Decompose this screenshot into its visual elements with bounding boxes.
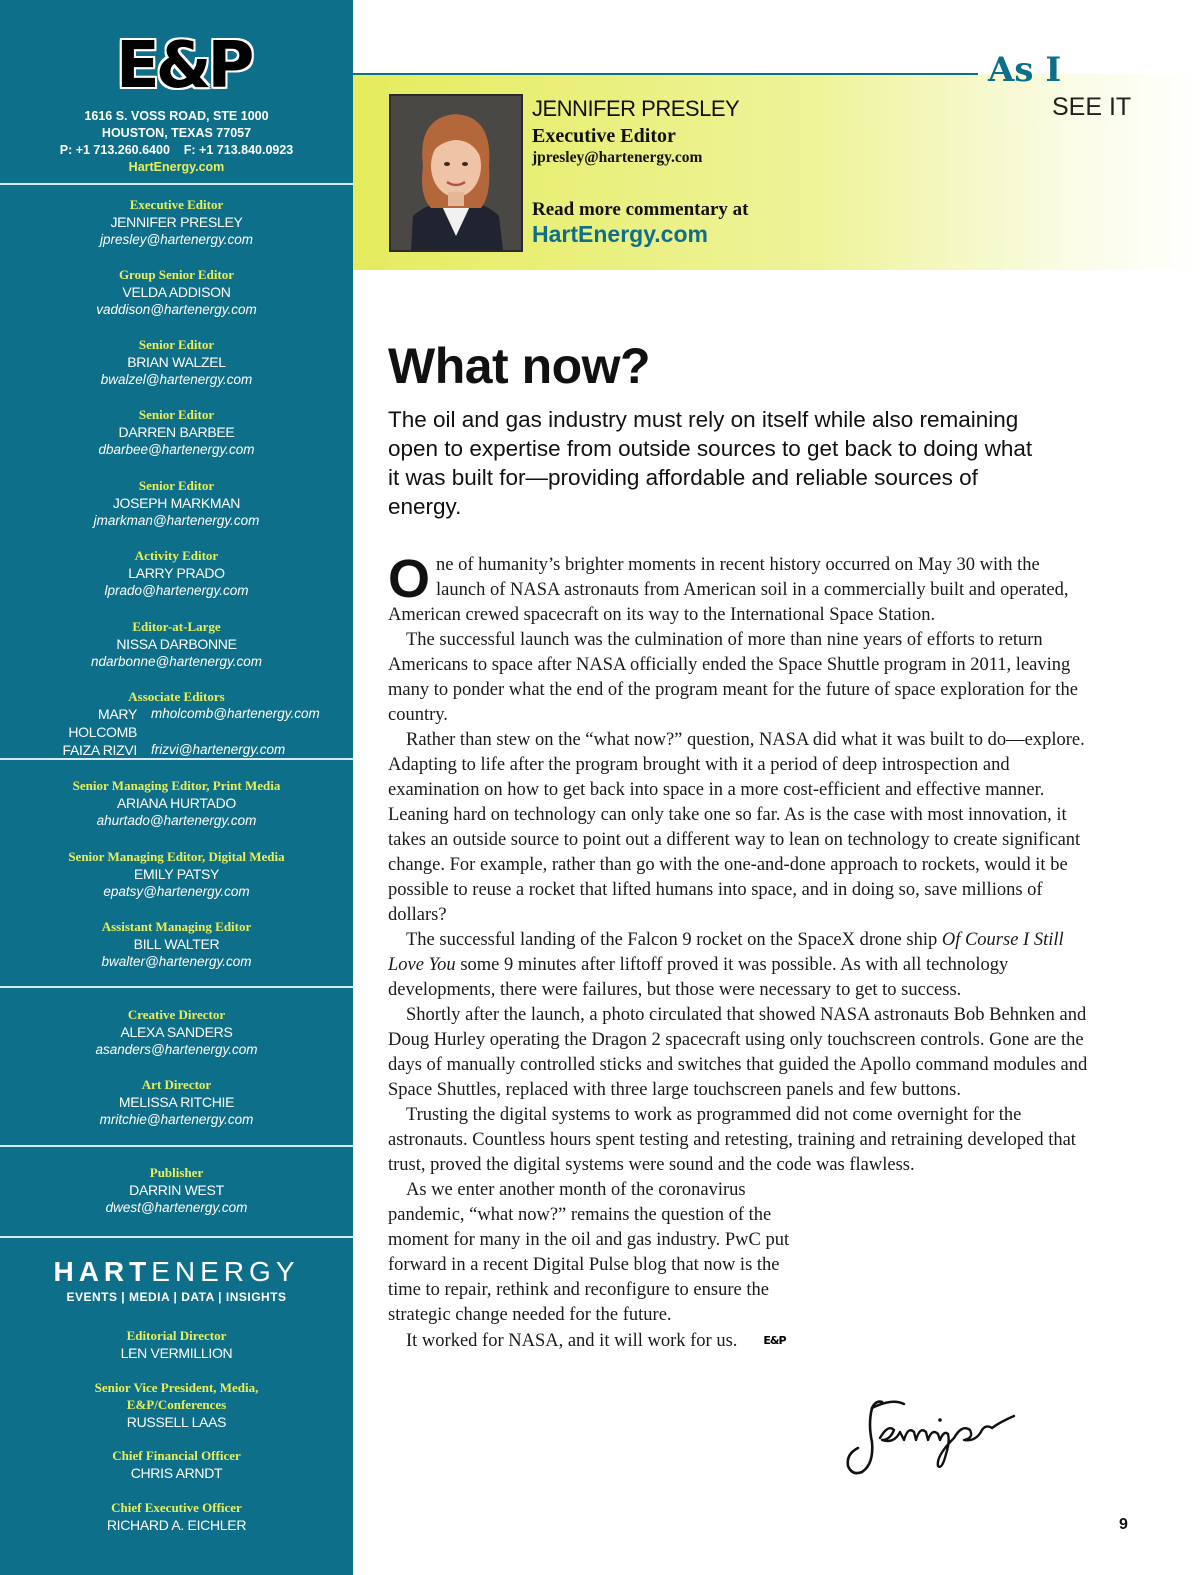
staff-name: ALEXA SANDERS xyxy=(120,1024,233,1040)
executive-role: Chief Financial Officer xyxy=(112,1448,241,1463)
address-line-2: HOUSTON, TEXAS 77057 xyxy=(101,126,252,140)
staff-name: MELISSA RITCHIE xyxy=(118,1094,235,1110)
article-paragraph xyxy=(388,928,1088,1003)
sidebar-divider xyxy=(0,183,353,185)
column-subtitle: SEE IT xyxy=(1052,93,1132,121)
staff-entry xyxy=(0,336,353,389)
associate-row xyxy=(0,741,353,759)
hart-word-bold: HART xyxy=(53,1256,152,1287)
staff-role: Executive Editor xyxy=(129,197,224,212)
executive-entry xyxy=(0,1447,353,1482)
associate-row xyxy=(0,705,353,741)
staff-role: Group Senior Editor xyxy=(118,267,235,282)
article-body xyxy=(388,549,1088,1354)
drop-cap: O xyxy=(388,549,431,609)
staff-email-link[interactable]: dwest@hartenergy.com xyxy=(105,1200,248,1215)
staff-entry xyxy=(0,777,353,830)
staff-email-link[interactable]: bwalzel@hartenergy.com xyxy=(100,372,253,387)
staff-email-link[interactable]: jpresley@hartenergy.com xyxy=(99,232,253,247)
executive-name: CHRIS ARNDT xyxy=(130,1465,223,1481)
author-photo xyxy=(389,94,523,252)
article-paragraph: The successful launch was the culmination of more than nine years of efforts to return Americans to space after NASA officially ended the Space Shuttle program in 2011, leaving many to ponder what the end of the program meant for the future of space exploration for the country. xyxy=(388,630,1078,725)
staff-email-link[interactable]: bwalter@hartenergy.com xyxy=(101,954,252,969)
staff-name: BILL WALTER xyxy=(133,936,220,952)
staff-role: Senior Managing Editor, Print Media xyxy=(72,778,281,793)
staff-entry xyxy=(0,406,353,459)
staff-name: ARIANA HURTADO xyxy=(117,795,236,811)
staff-name: LARRY PRADO xyxy=(128,565,225,581)
staff-role: Editor-at-Large xyxy=(132,619,221,634)
staff-name: NISSA DARBONNE xyxy=(116,636,237,652)
paragraph-text: It worked for NASA, and it will work for us. xyxy=(406,1331,738,1351)
article-paragraph: As we enter another month of the coronavirus pandemic, “what now?” remains the question of the moment for many in the oil and gas industry. PwC put forward in a recent Digital Pulse blog that now is the time to repair, rethink and reconfigure to ensure the strategic change needed for the future. xyxy=(388,1180,790,1325)
address-website-link[interactable]: HartEnergy.com xyxy=(128,160,225,174)
paragraph-text: some 9 minutes after liftoff proved it was possible. As with all technology developments, there were failures, but those were necessary to get to success. xyxy=(388,955,1009,1000)
staff-email-link[interactable]: jmarkman@hartenergy.com xyxy=(93,513,260,528)
staff-email-link[interactable]: vaddison@hartenergy.com xyxy=(96,302,257,317)
staff-name: BRIAN WALZEL xyxy=(127,354,226,370)
executive-role: Chief Executive Officer xyxy=(111,1500,242,1515)
staff-email-link[interactable]: mholcomb@hartenergy.com xyxy=(151,706,320,721)
staff-email-link[interactable]: ahurtado@hartenergy.com xyxy=(96,813,257,828)
article-paragraph xyxy=(388,549,1088,628)
staff-role: Art Director xyxy=(141,1077,212,1092)
staff-entry xyxy=(0,196,353,249)
executive-entry xyxy=(0,1379,353,1431)
staff-role: Senior Editor xyxy=(138,337,215,352)
masthead-sidebar xyxy=(0,0,353,1575)
hart-energy-tagline: EVENTS | MEDIA | DATA | INSIGHTS xyxy=(66,1290,287,1304)
staff-name: EMILY PATSY xyxy=(133,866,220,882)
author-title: Executive Editor xyxy=(532,125,676,147)
executive-role-line-2: E&P/Conferences xyxy=(126,1397,227,1412)
staff-email-link[interactable]: asanders@hartenergy.com xyxy=(95,1042,258,1057)
sidebar-divider xyxy=(0,986,353,988)
executive-role: Senior Vice President, Media, xyxy=(94,1380,259,1395)
staff-role: Publisher xyxy=(149,1165,204,1180)
staff-email-link[interactable]: dbarbee@hartenergy.com xyxy=(98,442,255,457)
hart-word-thin: ENERGY xyxy=(151,1256,300,1287)
staff-email-link[interactable]: mritchie@hartenergy.com xyxy=(99,1112,254,1127)
article-paragraph: Rather than stew on the “what now?” question, NASA did what it was built to do—explore. Adapting to life after the program brought with it a period of deep introspection and examination on how to get back into space in a more cost-efficient and effective manner. Leaning hard on technology can only take one so far. As is the case with most innovation, it takes an outside source to point out a different way to lean on technology to create significant change. For example, rather than go with the one-and-done approach to rockets, would it be possible to reuse a rocket that lifted humans into space, and in doing so, save millions of dollars? xyxy=(388,730,1085,925)
author-portrait-illustration xyxy=(391,96,521,250)
executive-role: Editorial Director xyxy=(126,1328,227,1343)
header-rule xyxy=(353,73,978,75)
signature-image xyxy=(842,1394,1024,1480)
address-phones: P: +1 713.260.6400 F: +1 713.840.0923 xyxy=(59,143,294,157)
staff-email-link[interactable]: lprado@hartenergy.com xyxy=(104,583,249,598)
end-mark-logo: E&P xyxy=(763,1334,786,1347)
executive-name: LEN VERMILLION xyxy=(120,1345,233,1361)
staff-role: Creative Director xyxy=(127,1007,226,1022)
publisher-address xyxy=(0,108,353,176)
staff-entry xyxy=(0,477,353,530)
staff-entry xyxy=(0,618,353,671)
staff-name: DARREN BARBEE xyxy=(118,424,235,440)
article-paragraph xyxy=(388,1328,1088,1354)
staff-email-link[interactable]: frizvi@hartenergy.com xyxy=(151,742,286,757)
hart-energy-wordmark xyxy=(0,1255,353,1289)
article-deck: The oil and gas industry must rely on itself while also remaining open to expertise from outside sources to get back to doing what it was built for—providing affordable and reliable sources of energy. xyxy=(388,407,1033,519)
article-paragraph: Shortly after the launch, a photo circulated that showed NASA astronauts Bob Behnken and Doug Hurley operating the Dragon 2 spacecraft using only touchscreen controls. Gone are the days of manually controlled sticks and switches that guided the Apollo command modules and Space Shuttles, replaced with three large touchscreen panels and few buttons. xyxy=(388,1005,1088,1100)
paragraph-text: ne of humanity’s brighter moments in recent history occurred on May 30 with the launch of NASA astronauts from American soil in a commercially built and operated, American crewed spacecraft on its way to the International Space Station. xyxy=(388,555,1069,625)
address-line-1: 1616 S. VOSS ROAD, STE 1000 xyxy=(84,109,269,123)
author-name: JENNIFER PRESLEY xyxy=(532,96,740,121)
page-number: 9 xyxy=(1119,1516,1128,1533)
staff-role: Assistant Managing Editor xyxy=(101,919,252,934)
ep-logo: E&P xyxy=(116,29,251,103)
ship-name: Of Course I Still Love You xyxy=(388,930,1064,975)
hart-energy-logo xyxy=(0,1255,353,1305)
associate-editors xyxy=(0,688,353,759)
read-more-link[interactable]: HartEnergy.com xyxy=(532,221,708,247)
staff-entry xyxy=(0,1164,353,1217)
staff-entry xyxy=(0,266,353,319)
article-paragraph: Trusting the digital systems to work as programmed did not come overnight for the astronauts. Countless hours spent testing and retesting, training and retraining developed that trust, proved the digital systems were sound and the code was flawless. xyxy=(388,1105,1076,1175)
staff-email-link[interactable]: ndarbonne@hartenergy.com xyxy=(90,654,263,669)
executive-entry xyxy=(0,1327,353,1362)
sidebar-divider xyxy=(0,758,353,760)
staff-role: Senior Managing Editor, Digital Media xyxy=(68,849,285,864)
staff-email-link[interactable]: epatsy@hartenergy.com xyxy=(103,884,250,899)
executive-entry xyxy=(0,1499,353,1534)
staff-name: JENNIFER PRESLEY xyxy=(110,214,243,230)
staff-role: Activity Editor xyxy=(134,548,219,563)
sidebar-divider xyxy=(0,1145,353,1147)
staff-entry xyxy=(0,1006,353,1059)
staff-name: MARY HOLCOMB xyxy=(68,706,137,740)
article-headline: What now? xyxy=(388,338,651,394)
staff-entry xyxy=(0,547,353,600)
staff-role: Senior Editor xyxy=(138,407,215,422)
executive-name: RICHARD A. EICHLER xyxy=(106,1517,247,1533)
sidebar-divider xyxy=(0,1236,353,1238)
staff-name: DARRIN WEST xyxy=(129,1182,224,1198)
column-title: As I xyxy=(988,50,1062,90)
staff-entry xyxy=(0,918,353,971)
author-email-link[interactable]: jpresley@hartenergy.com xyxy=(532,149,703,166)
staff-name: VELDA ADDISON xyxy=(122,284,231,300)
staff-role: Associate Editors xyxy=(128,689,225,704)
staff-name: FAIZA RIZVI xyxy=(62,742,137,758)
staff-name: JOSEPH MARKMAN xyxy=(112,495,241,511)
staff-entry xyxy=(0,1076,353,1129)
paragraph-text: The successful landing of the Falcon 9 rocket on the SpaceX drone ship xyxy=(406,930,938,950)
executive-name: RUSSELL LAAS xyxy=(126,1414,227,1430)
staff-entry xyxy=(0,848,353,901)
read-more-label: Read more commentary at xyxy=(532,199,749,220)
staff-role: Senior Editor xyxy=(138,478,215,493)
